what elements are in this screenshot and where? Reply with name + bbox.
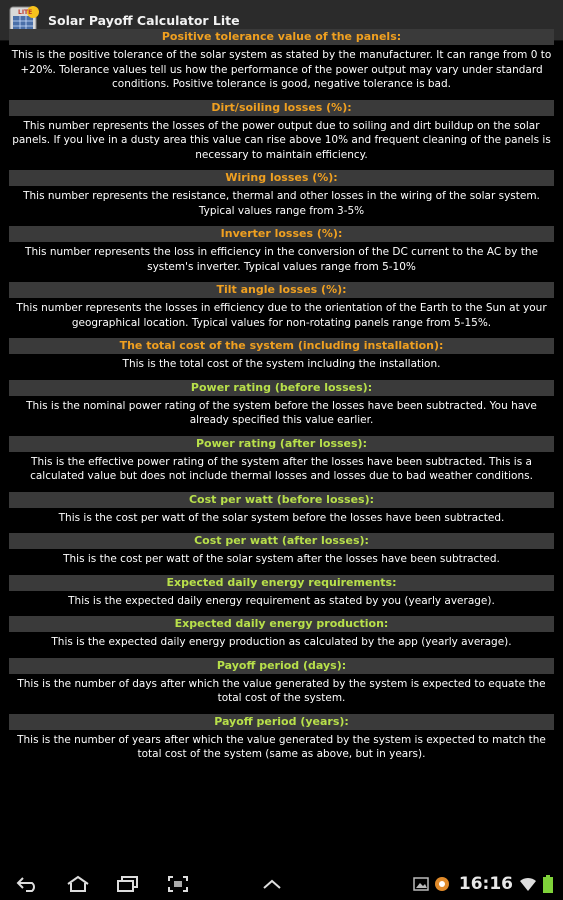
section-description: This is the effective power rating of the system after the losses have been subtracted. This is a calculated value but does not include thermal losses and losses due to bad weather conditions.	[9, 452, 554, 488]
app-title: Solar Payoff Calculator Lite	[48, 12, 240, 28]
help-section	[9, 658, 554, 710]
battery-icon	[539, 868, 557, 900]
section-header: Wiring losses (%):	[9, 170, 554, 186]
section-header: Inverter losses (%):	[9, 226, 554, 242]
section-description: This number represents the losses in efficiency due to the orientation of the Earth to the Sun at your geographical location. Typical values for non-rotating panels range from 5-15%.	[9, 298, 554, 334]
section-header: Cost per watt (before losses):	[9, 492, 554, 508]
section-description: This is the number of years after which the value generated by the system is expected to match the total cost of the system (same as above, but in years).	[9, 730, 554, 766]
section-header: Power rating (before losses):	[9, 380, 554, 396]
section-description: This number represents the losses of the power output due to soiling and dirt buildup on the solar panels. If you live in a dusty area this value can rise above 10% and frequent cleaning of the panels is necessary to maintain efficiency.	[9, 116, 554, 167]
menu-up-icon[interactable]	[254, 868, 290, 900]
help-section	[9, 282, 554, 334]
section-header: Tilt angle losses (%):	[9, 282, 554, 298]
gallery-icon	[411, 868, 431, 900]
help-section	[9, 533, 554, 571]
help-section	[9, 226, 554, 278]
screenshot-icon[interactable]	[160, 868, 196, 900]
help-section	[9, 575, 554, 613]
section-header: Power rating (after losses):	[9, 436, 554, 452]
section-header: Cost per watt (after losses):	[9, 533, 554, 549]
help-section	[9, 338, 554, 376]
sections-list	[0, 29, 563, 766]
help-section	[9, 29, 554, 96]
section-description: This is the expected daily energy requirement as stated by you (yearly average).	[9, 591, 554, 613]
section-description: This is the number of days after which the value generated by the system is expected to equate the total cost of the system.	[9, 674, 554, 710]
help-section	[9, 492, 554, 530]
clock: 16:16	[458, 874, 513, 894]
app-icon-badge: LITE	[18, 9, 33, 16]
section-header: Expected daily energy production:	[9, 616, 554, 632]
section-description: This number represents the resistance, thermal and other losses in the wiring of the solar system. Typical values range from 3-5%	[9, 186, 554, 222]
help-section	[9, 380, 554, 432]
section-description: This is the nominal power rating of the system before the losses have been subtracted. You have already specified this value earlier.	[9, 396, 554, 432]
help-section	[9, 100, 554, 167]
help-content[interactable]	[0, 30, 563, 867]
help-section	[9, 616, 554, 654]
home-icon[interactable]	[60, 868, 96, 900]
section-description: This is the positive tolerance of the solar system as stated by the manufacturer. It can range from 0 to +20%. Tolerance values tell us how the performance of the power output may vary under standard conditions. Positive tolerance is good, negative tolerance is bad.	[9, 45, 554, 96]
wifi-icon	[517, 868, 539, 900]
section-description: This is the expected daily energy production as calculated by the app (yearly average).	[9, 632, 554, 654]
section-description: This number represents the loss in efficiency in the conversion of the DC current to the AC by the system's inverter. Typical values range from 5-10%	[9, 242, 554, 278]
recent-apps-icon[interactable]	[110, 868, 146, 900]
help-section	[9, 170, 554, 222]
section-header: Payoff period (years):	[9, 714, 554, 730]
section-header: Expected daily energy requirements:	[9, 575, 554, 591]
help-section	[9, 436, 554, 488]
section-description: This is the cost per watt of the solar system after the losses have been subtracted.	[9, 549, 554, 571]
section-header: Payoff period (days):	[9, 658, 554, 674]
section-description: This is the cost per watt of the solar system before the losses have been subtracted.	[9, 508, 554, 530]
section-header: The total cost of the system (including installation):	[9, 338, 554, 354]
back-icon[interactable]	[10, 868, 46, 900]
help-section	[9, 714, 554, 766]
section-header: Dirt/soiling losses (%):	[9, 100, 554, 116]
system-nav-bar	[0, 868, 563, 900]
sync-icon	[431, 868, 453, 900]
section-description: This is the total cost of the system including the installation.	[9, 354, 554, 376]
section-header: Positive tolerance value of the panels:	[9, 29, 554, 45]
